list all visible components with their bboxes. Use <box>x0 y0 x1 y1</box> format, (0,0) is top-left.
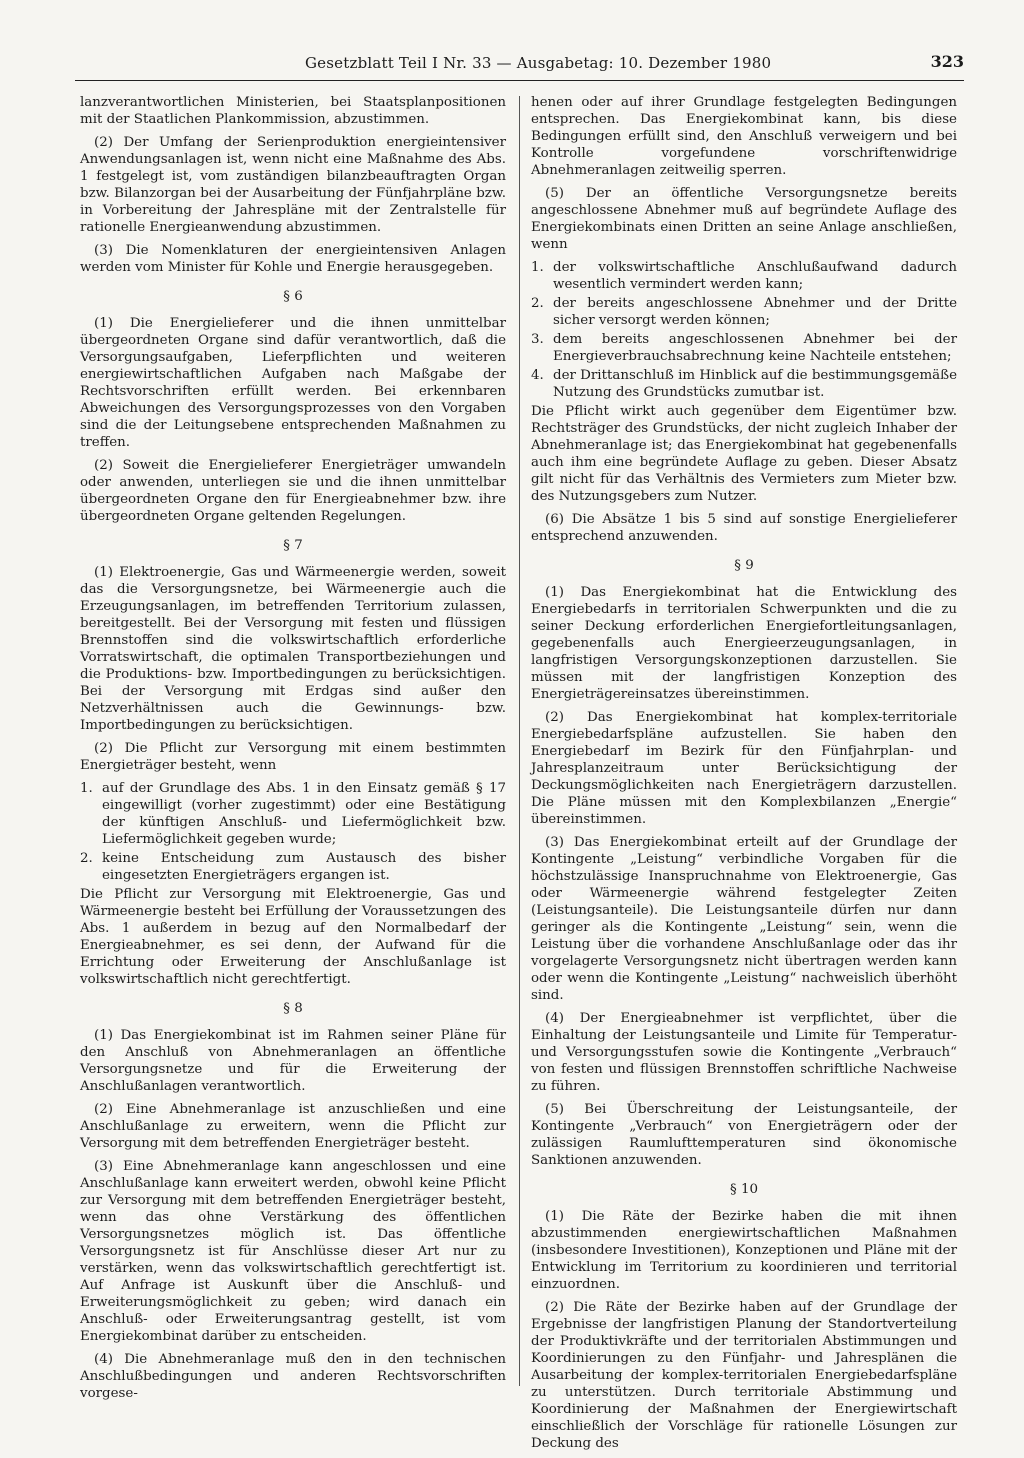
column-divider <box>519 96 520 1386</box>
list-text: auf der Grundlage des Abs. 1 in den Einsatz gemäß § 17 eingewilligt (vorher zugestimmt) oder eine Bestätigung der künftigen Anschluß- und Liefermöglichkeit bzw. Liefermöglichkeit gegeben wurde; <box>102 781 506 847</box>
paragraph: Die Pflicht wirkt auch gegenüber dem Eigentümer bzw. Rechtsträger des Grundstücks, der nicht zugleich Inhaber der Abnehmeranlage ist; das Energiekombinat hat gegebenenfalls auch ihm eine begründete Auflage zu geben. Dieser Absatz gilt nicht für das Verhältnis des Vermieters zum Mieter bzw. des Nutzungsgebers zum Nutzer. <box>531 404 957 504</box>
list-number: 2. <box>531 296 544 311</box>
paragraph: (2) Die Pflicht zur Versorgung mit einem bestimmten Energieträger besteht, wenn <box>80 741 506 773</box>
paragraph: (2) Die Räte der Bezirke haben auf der Grundlage der Ergebnisse der langfristigen Planung der Standortverteilung der Produktivkräfte und der territorialen Abstimmungen und Koordinierungen zu den Fünfjahr- und Jahresplänen die Ausarbeitung der komplex-territorialen Energiebedarfspläne zu unterstützen. Durch territoriale Abstimmung und Koordinierung der Maßnahmen der Energiewirtschaft einschließlich der Vorschläge für rationelle Lösungen zur Deckung des <box>531 1300 957 1451</box>
list-number: 2. <box>80 851 93 866</box>
paragraph: (2) Das Energiekombinat hat komplex-territoriale Energiebedarfspläne aufzustellen. Sie haben den Energiebedarf im Bezirk für den Fünfjahrplan- und Jahresplanzeitraum unter Berücksichtigung der Deckungsmöglichkeiten nach Energieträgern darzustellen. Die Pläne müssen mit den Komplexbilanzen „Energie“ übereinstimmen. <box>531 710 957 827</box>
paragraph: Die Pflicht zur Versorgung mit Elektroenergie, Gas und Wärmeenergie besteht bei Erfüllung der Voraussetzungen des Abs. 1 außerdem in bezug auf den Normalbedarf der Energieabnehmer, es sei denn, der Aufwand für die Errichtung oder Erweiterung der Anschlußanlage ist volkswirtschaftlich nicht gerechtfertigt. <box>80 887 506 987</box>
list-number: 1. <box>80 781 93 796</box>
section-heading-9: § 9 <box>734 558 754 573</box>
paragraph: (2) Soweit die Energielieferer Energieträger umwandeln oder anwenden, unterliegen sie und die ihnen unmittelbar übergeordneten Organe den für Energieabnehmer bzw. ihre übergeordneten Organe geltenden Regelungen. <box>80 458 506 524</box>
paragraph: henen oder auf ihrer Grundlage festgelegten Bedingungen entsprechen. Das Energiekombinat kann, bis diese Bedingungen erfüllt sind, den Anschluß verweigern und bei Kontrolle vorgefundene vorschriftenwidrige Abnehmeranlagen zeitweilig sperren. <box>531 95 957 178</box>
list-item <box>80 850 506 884</box>
list-text: der Drittanschluß im Hinblick auf die bestimmungsgemäße Nutzung des Grundstücks zumutbar ist. <box>553 368 957 400</box>
list-item <box>531 295 957 329</box>
paragraph: (6) Die Absätze 1 bis 5 sind auf sonstige Energielieferer entsprechend anzuwenden. <box>531 512 957 544</box>
list-text: keine Entscheidung zum Austausch des bisher eingesetzten Energieträgers ergangen ist. <box>102 851 506 883</box>
paragraph: lanzverantwortlichen Ministerien, bei Staatsplanpositionen mit der Staatlichen Plankommission, abzustimmen. <box>80 95 506 127</box>
list-item <box>531 331 957 365</box>
list-item <box>531 259 957 293</box>
paragraph: (4) Die Abnehmeranlage muß den in den technischen Anschlußbedingungen und anderen Rechtsvorschriften vorgese- <box>80 1352 506 1401</box>
paragraph: (3) Eine Abnehmeranlage kann angeschlossen und eine Anschlußanlage kann erweitert werden, obwohl keine Pflicht zur Versorgung mit dem betreffenden Energieträger besteht, wenn das ohne Verstärkung des öffentlichen Versorgungsnetzes möglich ist. Das öffentliche Versorgungsnetz ist für Anschlüsse dieser Art nur zu verstärken, wenn das volkswirtschaftlich gerechtfertigt ist. Auf Anfrage ist Auskunft über die Anschluß- und Erweiterungsmöglichkeit zu geben; wird danach ein Anschluß- oder Erweiterungsantrag gestellt, ist vom Energiekombinat darüber zu entscheiden. <box>80 1159 506 1344</box>
section-heading-8: § 8 <box>283 1001 303 1016</box>
paragraph: (1) Die Räte der Bezirke haben die mit ihnen abzustimmenden energiewirtschaftlichen Maßnahmen (insbesondere Investitionen), Konzeptionen und Pläne mit der Entwicklung im Territorium zu koordinieren und territorial einzuordnen. <box>531 1209 957 1292</box>
paragraph: (1) Das Energiekombinat ist im Rahmen seiner Pläne für den Anschluß von Abnehmeranlagen an öffentliche Versorgungsnetze und für die Erweiterung der Anschlußanlagen verantwortlich. <box>80 1028 506 1094</box>
paragraph: (5) Der an öffentliche Versorgungsnetze bereits angeschlossene Abnehmer muß auf begründete Auflage des Energiekombinats einen Dritten an seine Anlage anschließen, wenn <box>531 186 957 252</box>
paragraph: (2) Der Umfang der Serienproduktion energieintensiver Anwendungsanlagen ist, wenn nicht eine Maßnahme des Abs. 1 festgelegt ist, vom zuständigen bilanzbeauftragten Organ bzw. Bilanzorgan bei der Ausarbeitung der Fünfjahrpläne bzw. in Vorbereitung der Jahrespläne mit der Zentralstelle für rationelle Energieanwendung abzustimmen. <box>80 135 506 235</box>
left-column <box>80 94 506 1408</box>
header-title: Gesetzblatt Teil I Nr. 33 — Ausgabetag: 10. Dezember 1980 <box>305 54 772 72</box>
right-column <box>531 94 957 1458</box>
list-text: der volkswirtschaftliche Anschlußaufwand dadurch wesentlich vermindert werden kann; <box>553 260 957 292</box>
list-number: 4. <box>531 368 544 383</box>
paragraph: (4) Der Energieabnehmer ist verpflichtet, über die Einhaltung der Leistungsanteile und Limite für Temperatur- und Versorgungsstufen sowie die Kontingente „Verbrauch“ von festen und flüssigen Brennstoffen schriftliche Nachweise zu führen. <box>531 1011 957 1094</box>
list-number: 1. <box>531 260 544 275</box>
paragraph: (2) Eine Abnehmeranlage ist anzuschließen und eine Anschlußanlage zu erweitern, wenn die Pflicht zur Versorgung mit dem betreffenden Energieträger besteht. <box>80 1102 506 1151</box>
section-heading-7: § 7 <box>283 538 303 553</box>
section-heading-10: § 10 <box>730 1182 758 1197</box>
paragraph: (3) Die Nomenklaturen der energieintensiven Anlagen werden vom Minister für Kohle und Energie herausgegeben. <box>80 243 506 275</box>
paragraph: (1) Die Energielieferer und die ihnen unmittelbar übergeordneten Organe sind dafür verantwortlich, daß die Versorgungsaufgaben, Lieferpflichten und weiteren energiewirtschaftlichen Aufgaben nach Maßgabe der Rechtsvorschriften erfüllt werden. Bei erkennbaren Abweichungen des Versorgungsprozesses von den Vorgaben sind die der Leitungsebene entsprechenden Maßnahmen zu treffen. <box>80 316 506 450</box>
section-heading-6: § 6 <box>283 289 303 304</box>
list-number: 3. <box>531 332 544 347</box>
list-item <box>80 780 506 848</box>
paragraph: (1) Elektroenergie, Gas und Wärmeenergie werden, soweit das die Versorgungsnetze, bei Wärmeenergie auch die Erzeugungsanlagen, im betreffenden Territorium zulassen, bereitgestellt. Bei der Versorgung mit festen und flüssigen Brennstoffen sind die volkswirtschaftlich erforderliche Vorratswirtschaft, die optimalen Transportbeziehungen und die Produktions- bzw. Importbedingungen zu berücksichtigen. Bei der Versorgung mit Erdgas sind außer den Netzverhältnissen auch die Gewinnungs- bzw. Importbedingungen zu berücksichtigen. <box>80 565 506 733</box>
list-text: der bereits angeschlossene Abnehmer und der Dritte sicher versorgt werden können; <box>553 296 957 328</box>
list-item <box>531 367 957 401</box>
list-text: dem bereits angeschlossenen Abnehmer bei der Energieverbrauchsabrechnung keine Nachteile entstehen; <box>553 332 957 364</box>
page-number: 323 <box>930 52 964 71</box>
paragraph: (5) Bei Überschreitung der Leistungsanteile, der Kontingente „Verbrauch“ von Energieträgern oder der zulässigen Raumlufttemperaturen sind ökonomische Sanktionen anzuwenden. <box>531 1102 957 1168</box>
paragraph: (3) Das Energiekombinat erteilt auf der Grundlage der Kontingente „Leistung“ verbindliche Vorgaben für die höchstzulässige Inanspruchnahme von Elektroenergie, Gas oder Wärmeenergie während festgelegter Zeiten (Leistungsanteile). Die Leistungsanteile dürfen nur dann geringer als die Kontingente „Leistung“ sein, wenn die Leistung über die vorhandene Anschlußanlage oder das ihr vorgelagerte Versorgungsnetz nicht übertragen werden kann oder wenn die Kontingente „Leistung“ nachweislich überhöht sind. <box>531 835 957 1003</box>
page-header <box>75 50 964 81</box>
paragraph: (1) Das Energiekombinat hat die Entwicklung des Energiebedarfs in territorialen Schwerpunkten und die zu seiner Deckung erforderlichen Energiefortleitungsanlagen, gegebenenfalls auch Energieerzeugungsanlagen, in langfristigen Versorgungskonzeptionen darzustellen. Sie müssen mit der langfristigen Konzeption des Energieträgereinsatzes übereinstimmen. <box>531 585 957 702</box>
